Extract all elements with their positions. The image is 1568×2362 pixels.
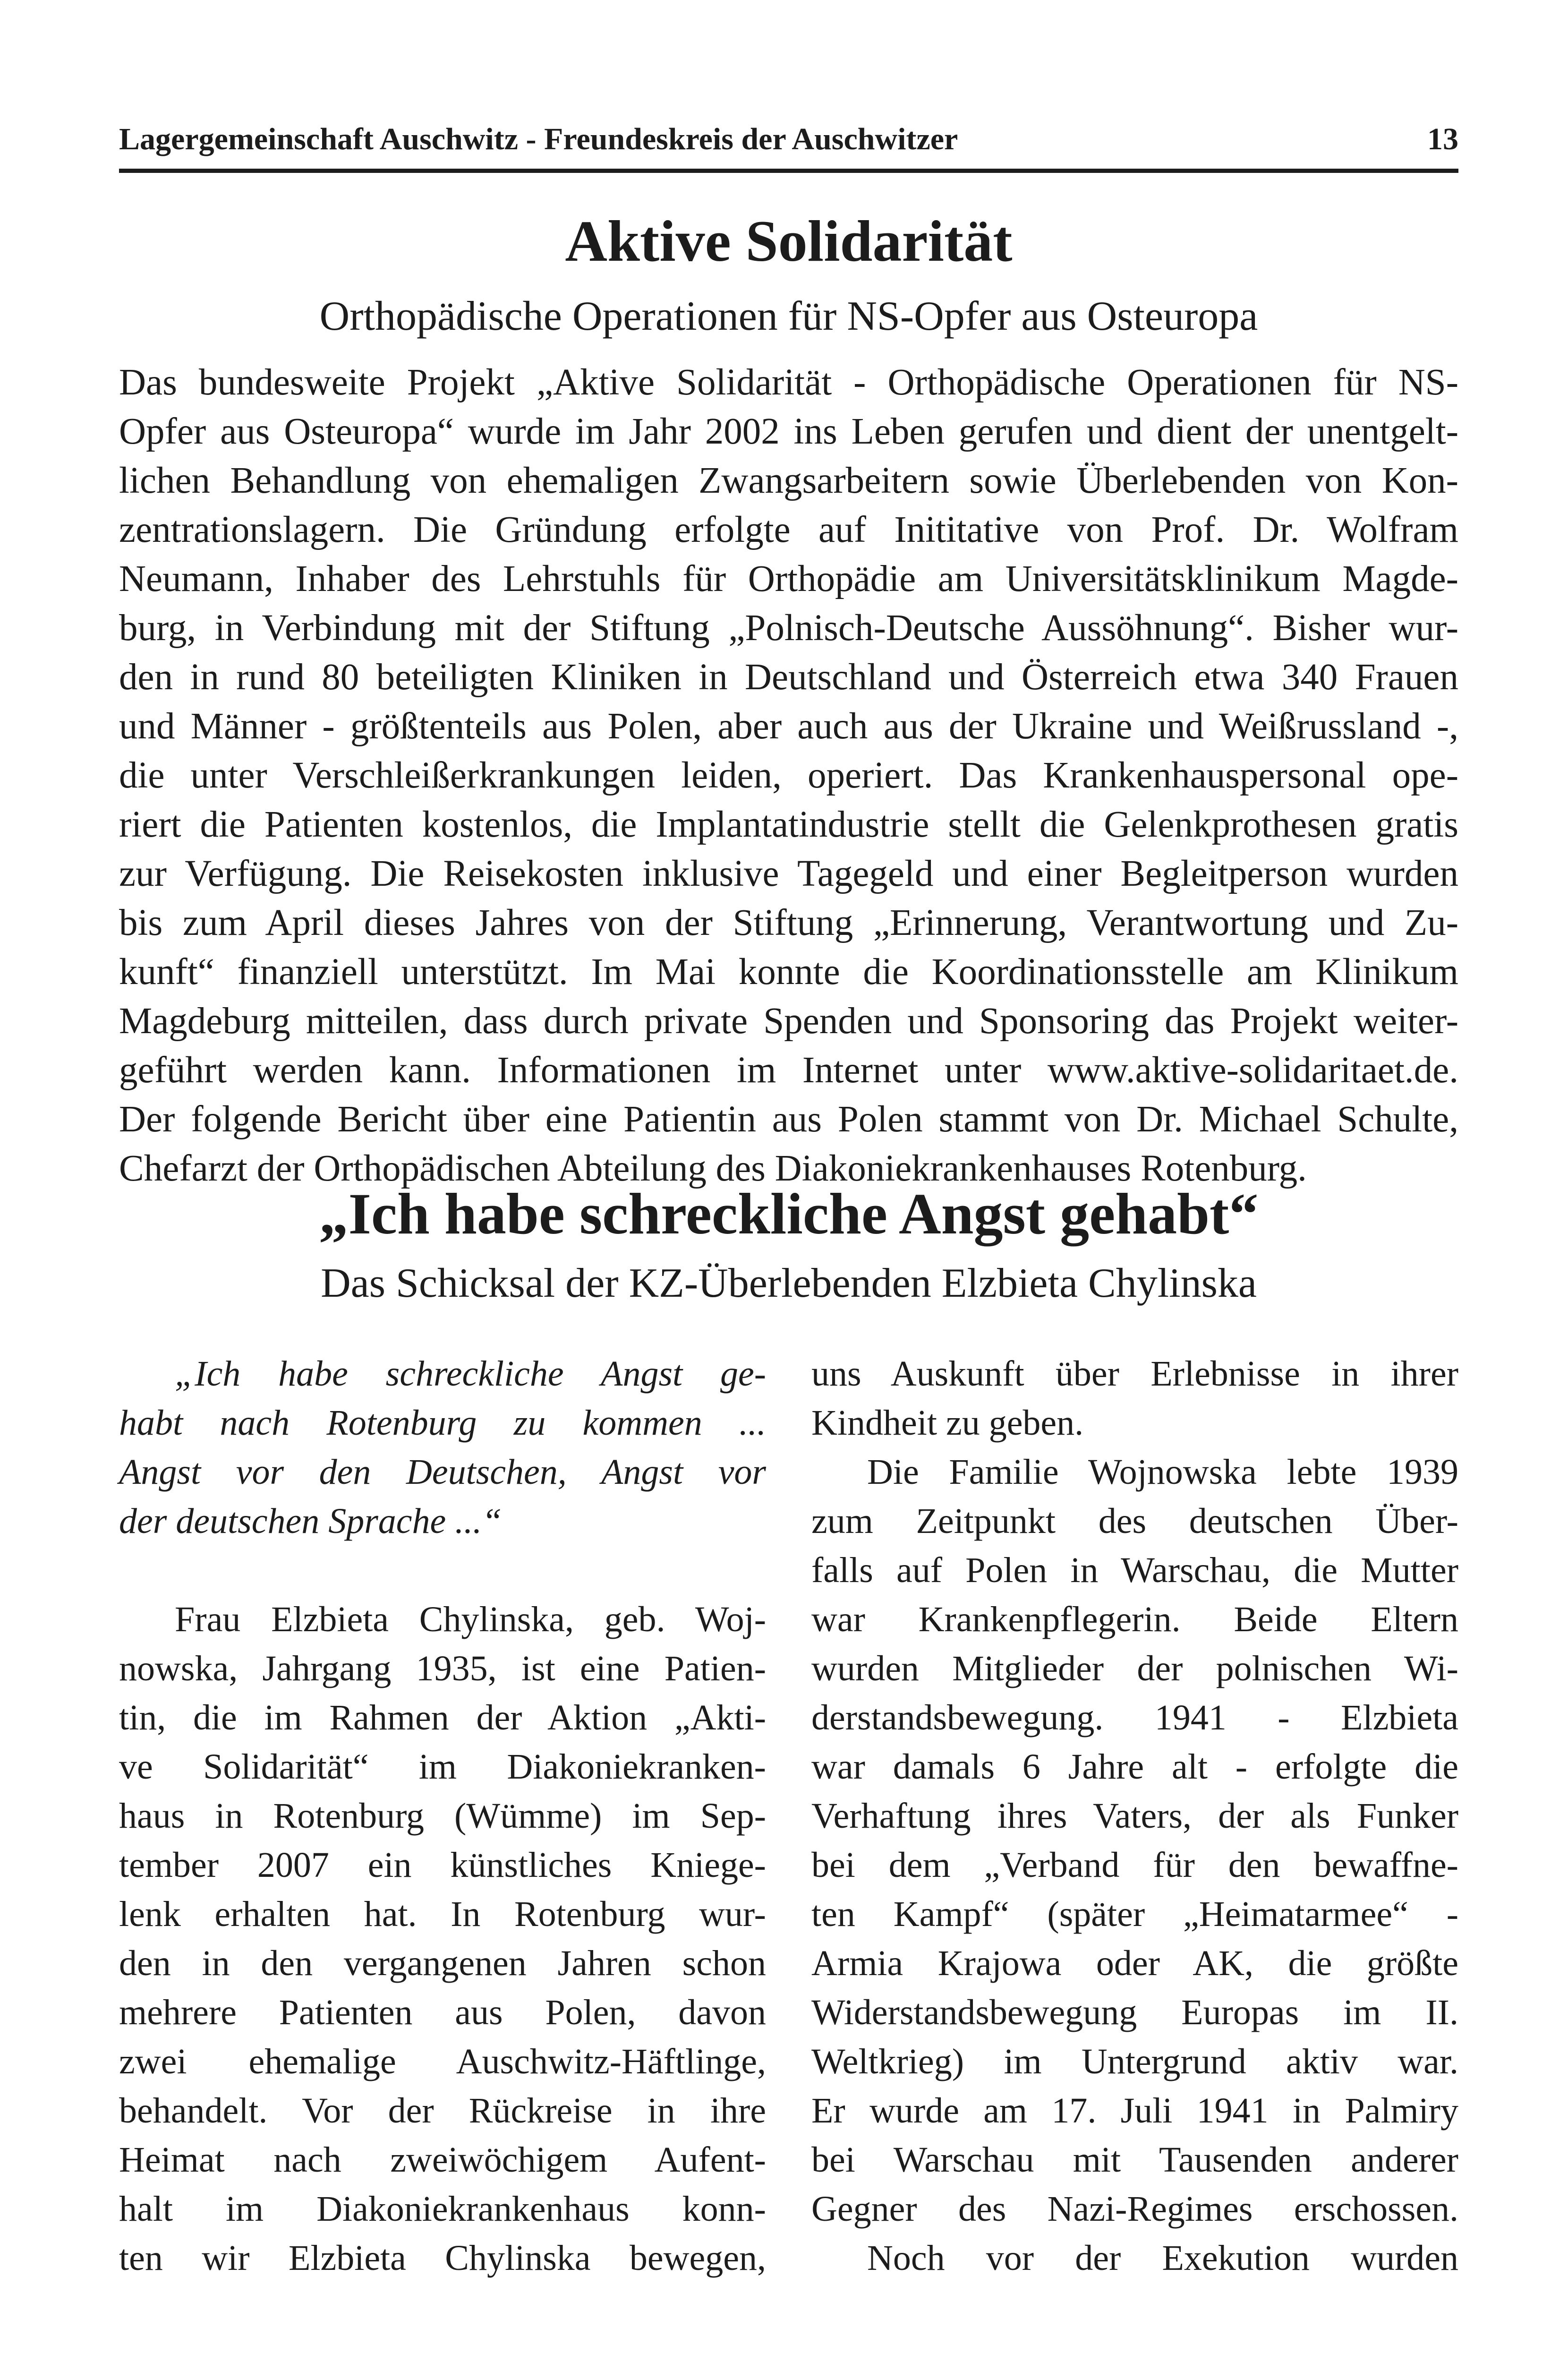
body-line: Opfer aus Osteuropa“ wurde im Jahr 2002 ins Leben gerufen und dient der unentgelt- xyxy=(119,411,1458,452)
body-line: Heimat nach zweiwöchigem Aufent- xyxy=(119,2140,766,2180)
body-line: Verhaftung ihres Vaters, der als Funker xyxy=(811,1796,1458,1836)
body-line: Er wurde am 17. Juli 1941 in Palmiry xyxy=(811,2091,1458,2131)
pull-quote xyxy=(119,1349,766,1546)
article-title: Aktive Solidarität xyxy=(565,209,1013,274)
body-line: Die Familie Wojnowska lebte 1939 xyxy=(867,1452,1458,1492)
body-line: burg, in Verbindung mit der Stiftung „Polnisch-Deutsche Aussöhnung“. Bisher wur- xyxy=(119,608,1458,649)
body-line: bis zum April dieses Jahres von der Stiftung „Erinnerung, Verantwortung und Zu- xyxy=(119,902,1458,943)
body-line: tember 2007 ein künstliches Kniege- xyxy=(119,1845,766,1885)
body-line: Gegner des Nazi-Regimes erschossen. xyxy=(811,2189,1458,2229)
body-line: und Männer - größtenteils aus Polen, aber auch aus der Ukraine und Weißrussland -, xyxy=(119,706,1458,747)
body-line: die unter Verschleißerkrankungen leiden, operiert. Das Krankenhauspersonal ope- xyxy=(119,755,1458,796)
body-line: zentrationslagern. Die Gründung erfolgte auf Inititative von Prof. Dr. Wolfram xyxy=(119,509,1458,550)
body-line: Weltkrieg) im Untergrund aktiv war. xyxy=(811,2042,1458,2081)
body-line: behandelt. Vor der Rückreise in ihre xyxy=(119,2091,766,2131)
body-line: zwei ehemalige Auschwitz-Häftlinge, xyxy=(119,2042,766,2081)
body-line: Kindheit zu geben. xyxy=(811,1403,1084,1443)
left-column xyxy=(119,1349,766,2283)
article-subtitle: Orthopädische Operationen für NS-Opfer aus Osteuropa xyxy=(319,293,1258,339)
body-line: den in den vergangenen Jahren schon xyxy=(119,1943,766,1983)
publication-title: Lagergemeinschaft Auschwitz - Freundeskreis der Auschwitzer xyxy=(119,122,958,156)
article-subtitle: Das Schicksal der KZ-Überlebenden Elzbieta Chylinska xyxy=(321,1260,1257,1306)
body-line: geführt werden kann. Informationen im Internet unter www.aktive-solidaritaet.de. xyxy=(119,1050,1458,1091)
body-line: kunft“ finanziell unterstützt. Im Mai konnte die Koordinationsstelle am Klinikum xyxy=(119,951,1458,993)
body-line: halt im Diakoniekrankenhaus konn- xyxy=(119,2189,766,2229)
quote-line: habt nach Rotenburg zu kommen ... xyxy=(119,1403,766,1443)
body-line: wurden Mitglieder der polnischen Wi- xyxy=(811,1649,1458,1688)
body-line: riert die Patienten kostenlos, die Implantatindustrie stellt die Gelenkprothesen gratis xyxy=(119,804,1458,845)
body-line: derstandsbewegung. 1941 - Elzbieta xyxy=(811,1698,1458,1737)
body-line: Magdeburg mitteilen, dass durch private Spenden und Sponsoring das Projekt weiter- xyxy=(119,1001,1458,1042)
body-line: lichen Behandlung von ehemaligen Zwangsarbeitern sowie Überlebenden von Kon- xyxy=(119,460,1458,501)
body-line: haus in Rotenburg (Wümme) im Sep- xyxy=(119,1796,766,1836)
body-line: Frau Elzbieta Chylinska, geb. Woj- xyxy=(175,1600,766,1639)
body-line: falls auf Polen in Warschau, die Mutter xyxy=(811,1550,1458,1590)
body-line: ten wir Elzbieta Chylinska bewegen, xyxy=(119,2238,766,2278)
page-number: 13 xyxy=(1427,122,1458,156)
body-line: Armia Krajowa oder AK, die größte xyxy=(811,1943,1458,1983)
body-line: Der folgende Bericht über eine Patientin aus Polen stammt von Dr. Michael Schulte, xyxy=(119,1099,1458,1140)
body-line: war damals 6 Jahre alt - erfolgte die xyxy=(811,1747,1458,1787)
article-body xyxy=(119,358,1458,1193)
quote-line: Angst vor den Deutschen, Angst vor xyxy=(119,1452,766,1492)
body-line: lenk erhalten hat. In Rotenburg wur- xyxy=(119,1894,766,1934)
paragraph-gap xyxy=(119,1546,766,1595)
quote-line: „Ich habe schreckliche Angst ge- xyxy=(175,1354,766,1394)
body-line: zum Zeitpunkt des deutschen Über- xyxy=(811,1501,1458,1541)
body-line: Neumann, Inhaber des Lehrstuhls für Orthopädie am Universitätsklinikum Magde- xyxy=(119,558,1458,599)
article-title: „Ich habe schreckliche Angst gehabt“ xyxy=(319,1181,1259,1246)
body-line: nowska, Jahrgang 1935, ist eine Patien- xyxy=(119,1649,766,1688)
body-line: tin, die im Rahmen der Aktion „Akti- xyxy=(119,1698,766,1737)
body-line: Das bundesweite Projekt „Aktive Solidarität - Orthopädische Operationen für NS- xyxy=(119,362,1458,403)
body-line: den in rund 80 beteiligten Kliniken in Deutschland und Österreich etwa 340 Frauen xyxy=(119,657,1458,698)
body-line: ten Kampf“ (später „Heimatarmee“ - xyxy=(811,1894,1458,1934)
body-line: zur Verfügung. Die Reisekosten inklusive Tagegeld und einer Begleitperson wurden xyxy=(119,853,1458,894)
running-header xyxy=(119,116,1458,169)
right-column xyxy=(811,1349,1458,2283)
body-line: ve Solidarität“ im Diakoniekranken- xyxy=(119,1747,766,1787)
body-line: Noch vor der Exekution wurden xyxy=(867,2238,1458,2278)
body-line: bei Warschau mit Tausenden anderer xyxy=(811,2140,1458,2180)
body-line: Widerstandsbewegung Europas im II. xyxy=(811,1993,1458,2032)
header-rule xyxy=(119,169,1458,173)
quote-line: der deutschen Sprache ...“ xyxy=(119,1501,502,1541)
body-line: bei dem „Verband für den bewaffne- xyxy=(811,1845,1458,1885)
body-line: mehrere Patienten aus Polen, davon xyxy=(119,1993,766,2032)
body-line: uns Auskunft über Erlebnisse in ihrer xyxy=(811,1354,1458,1394)
body-line: Chefarzt der Orthopädischen Abteilung des Diakoniekrankenhauses Rotenburg. xyxy=(119,1148,1307,1189)
body-line: war Krankenpflegerin. Beide Eltern xyxy=(811,1600,1458,1639)
